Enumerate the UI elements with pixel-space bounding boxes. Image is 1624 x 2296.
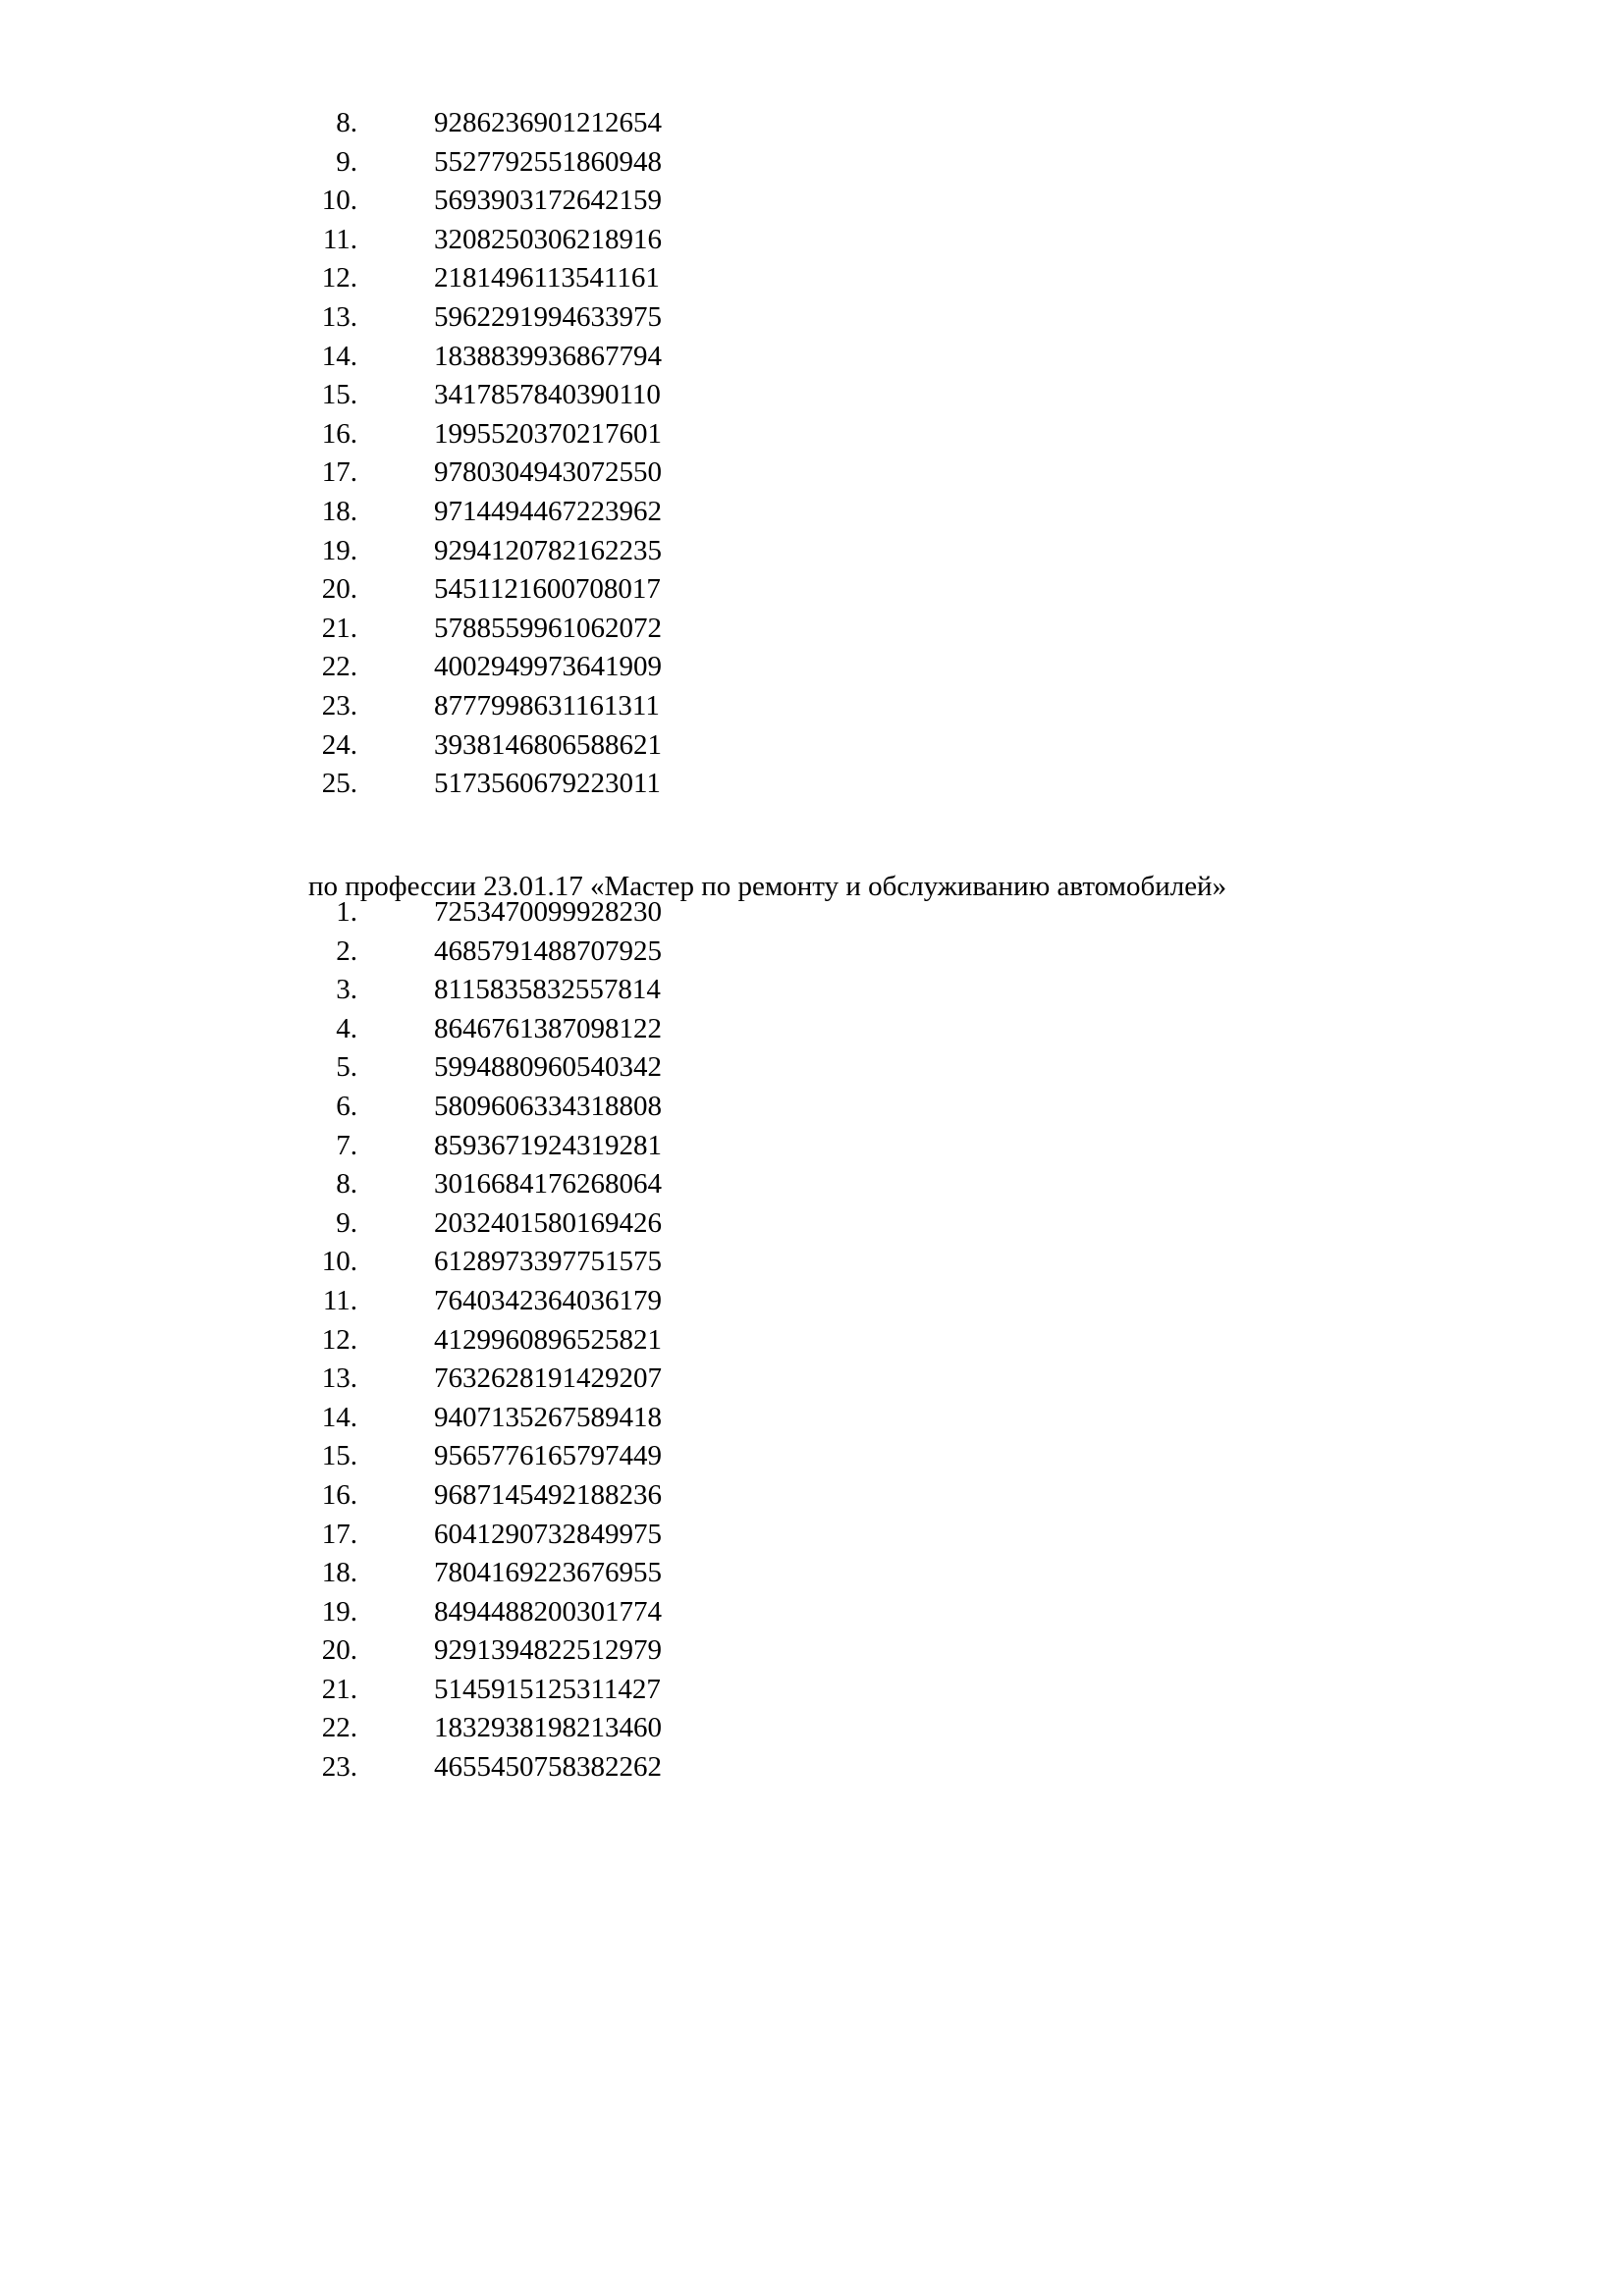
list-item-number: 14. — [321, 340, 357, 372]
list-item — [0, 1631, 1624, 1671]
list-item-number: 20. — [321, 1634, 357, 1667]
list-item — [0, 259, 1624, 298]
list-item — [0, 1671, 1624, 1710]
list-item-number: 11. — [322, 1284, 357, 1316]
list-item-code: 9291394822512979 — [434, 1634, 662, 1667]
list-item — [0, 1516, 1624, 1555]
section-heading: по профессии 23.01.17 «Мастер по ремонту и обслуживанию автомобилей» — [308, 871, 1227, 902]
list-item — [0, 1399, 1624, 1438]
list-item-number: 8. — [336, 1168, 357, 1201]
list-item-code: 9565776165797449 — [434, 1440, 662, 1472]
list-item — [0, 570, 1624, 610]
list-item-number: 13. — [321, 300, 357, 333]
list-item-number: 12. — [321, 262, 357, 294]
list-item — [0, 221, 1624, 260]
list-item-code: 9407135267589418 — [434, 1401, 662, 1433]
list-item-code: 1995520370217601 — [434, 417, 662, 450]
list-item-number: 24. — [321, 728, 357, 761]
list-item-code: 1838839936867794 — [434, 340, 662, 372]
list-item — [0, 1437, 1624, 1476]
list-item-number: 16. — [321, 417, 357, 450]
list-item-code: 5693903172642159 — [434, 185, 662, 217]
list-item — [0, 648, 1624, 687]
list-item-code: 1832938198213460 — [434, 1712, 662, 1744]
list-item-number: 10. — [321, 185, 357, 217]
list-item-number: 5. — [336, 1051, 357, 1084]
list-item-code: 5145915125311427 — [434, 1673, 661, 1705]
list-item — [0, 1088, 1624, 1127]
list-item — [0, 1127, 1624, 1166]
list-item-number: 19. — [321, 534, 357, 566]
list-item-code: 8593671924319281 — [434, 1129, 662, 1161]
list-item-number: 7. — [336, 1129, 357, 1161]
list-item-code: 3938146806588621 — [434, 728, 662, 761]
list-item-number: 17. — [321, 456, 357, 489]
list-item-code: 7804169223676955 — [434, 1557, 662, 1589]
list-item-number: 18. — [321, 495, 357, 527]
list-item-number: 23. — [321, 689, 357, 721]
list-item-number: 17. — [321, 1518, 357, 1550]
list-item-number: 1. — [336, 896, 357, 928]
list-item — [0, 933, 1624, 972]
list-item — [0, 454, 1624, 493]
list-item-code: 2181496113541161 — [434, 262, 660, 294]
list-item-code: 6128973397751575 — [434, 1246, 662, 1278]
numbered-list-continued — [0, 104, 1624, 804]
list-item — [0, 143, 1624, 183]
list-item — [0, 1243, 1624, 1282]
list-item — [0, 532, 1624, 571]
list-item — [0, 493, 1624, 532]
list-item-number: 19. — [321, 1595, 357, 1628]
list-item-code: 5451121600708017 — [434, 573, 661, 606]
list-item — [0, 1709, 1624, 1748]
list-item-number: 23. — [321, 1751, 357, 1784]
list-item-code: 2032401580169426 — [434, 1206, 662, 1239]
list-item-code: 5994880960540342 — [434, 1051, 662, 1084]
list-item — [0, 1593, 1624, 1632]
list-item-number: 3. — [336, 974, 357, 1006]
list-item-code: 5527792551860948 — [434, 145, 662, 178]
list-item-code: 8646761387098122 — [434, 1012, 662, 1044]
list-item-code: 9687145492188236 — [434, 1478, 662, 1511]
list-item — [0, 104, 1624, 143]
list-item-code: 5962291994633975 — [434, 300, 662, 333]
list-item-code: 6041290732849975 — [434, 1518, 662, 1550]
list-item — [0, 1476, 1624, 1516]
list-item — [0, 182, 1624, 221]
list-item-number: 8. — [336, 107, 357, 138]
list-item — [0, 376, 1624, 415]
list-item-code: 8777998631161311 — [434, 689, 660, 721]
list-item — [0, 1282, 1624, 1321]
list-item-code: 3417857840390110 — [434, 379, 661, 411]
list-item-code: 7640342364036179 — [434, 1284, 662, 1316]
list-item — [0, 1010, 1624, 1049]
list-item-number: 12. — [321, 1323, 357, 1356]
list-item-code: 4129960896525821 — [434, 1323, 662, 1356]
list-item-number: 20. — [321, 573, 357, 606]
list-item-code: 9294120782162235 — [434, 534, 662, 566]
list-item — [0, 610, 1624, 649]
list-item-code: 8115835832557814 — [434, 974, 661, 1006]
list-item — [0, 765, 1624, 804]
list-item-number: 9. — [336, 1206, 357, 1239]
list-item — [0, 1360, 1624, 1399]
list-item-code: 9286236901212654 — [434, 107, 662, 138]
list-item-number: 15. — [321, 1440, 357, 1472]
list-item — [0, 1204, 1624, 1244]
list-item-code: 7253470099928230 — [434, 896, 662, 928]
list-item-number: 9. — [336, 145, 357, 178]
list-item-number: 18. — [321, 1557, 357, 1589]
list-item-code: 5809606334318808 — [434, 1090, 662, 1122]
list-item-number: 15. — [321, 379, 357, 411]
list-item-code: 9780304943072550 — [434, 456, 662, 489]
list-item — [0, 298, 1624, 338]
list-item-number: 25. — [321, 768, 357, 800]
list-item-number: 14. — [321, 1401, 357, 1433]
numbered-list-second — [0, 893, 1624, 1788]
list-item — [0, 338, 1624, 377]
list-item — [0, 1554, 1624, 1593]
list-item-code: 7632628191429207 — [434, 1362, 662, 1395]
list-item-code: 3208250306218916 — [434, 223, 662, 255]
list-item-number: 6. — [336, 1090, 357, 1122]
list-item — [0, 726, 1624, 766]
list-item — [0, 1048, 1624, 1088]
list-item — [0, 415, 1624, 454]
list-item-code: 4685791488707925 — [434, 934, 662, 967]
list-item-code: 9714494467223962 — [434, 495, 662, 527]
list-item-number: 21. — [321, 1673, 357, 1705]
list-item — [0, 1748, 1624, 1788]
list-item-number: 22. — [321, 1712, 357, 1744]
list-item-code: 3016684176268064 — [434, 1168, 662, 1201]
list-item-number: 16. — [321, 1478, 357, 1511]
list-item-code: 5788559961062072 — [434, 612, 662, 644]
list-item-number: 22. — [321, 651, 357, 683]
list-item-code: 4002949973641909 — [434, 651, 662, 683]
list-item-number: 4. — [336, 1012, 357, 1044]
list-item — [0, 1165, 1624, 1204]
list-item-code: 5173560679223011 — [434, 768, 661, 800]
list-item-number: 13. — [321, 1362, 357, 1395]
list-item-code: 8494488200301774 — [434, 1595, 662, 1628]
list-item — [0, 893, 1624, 933]
list-item-number: 21. — [321, 612, 357, 644]
list-item — [0, 1321, 1624, 1361]
list-item — [0, 687, 1624, 726]
list-item-code: 4655450758382262 — [434, 1751, 662, 1784]
list-item-number: 11. — [322, 223, 357, 255]
list-item — [0, 971, 1624, 1010]
list-item-number: 10. — [321, 1246, 357, 1278]
list-item-number: 2. — [336, 934, 357, 967]
